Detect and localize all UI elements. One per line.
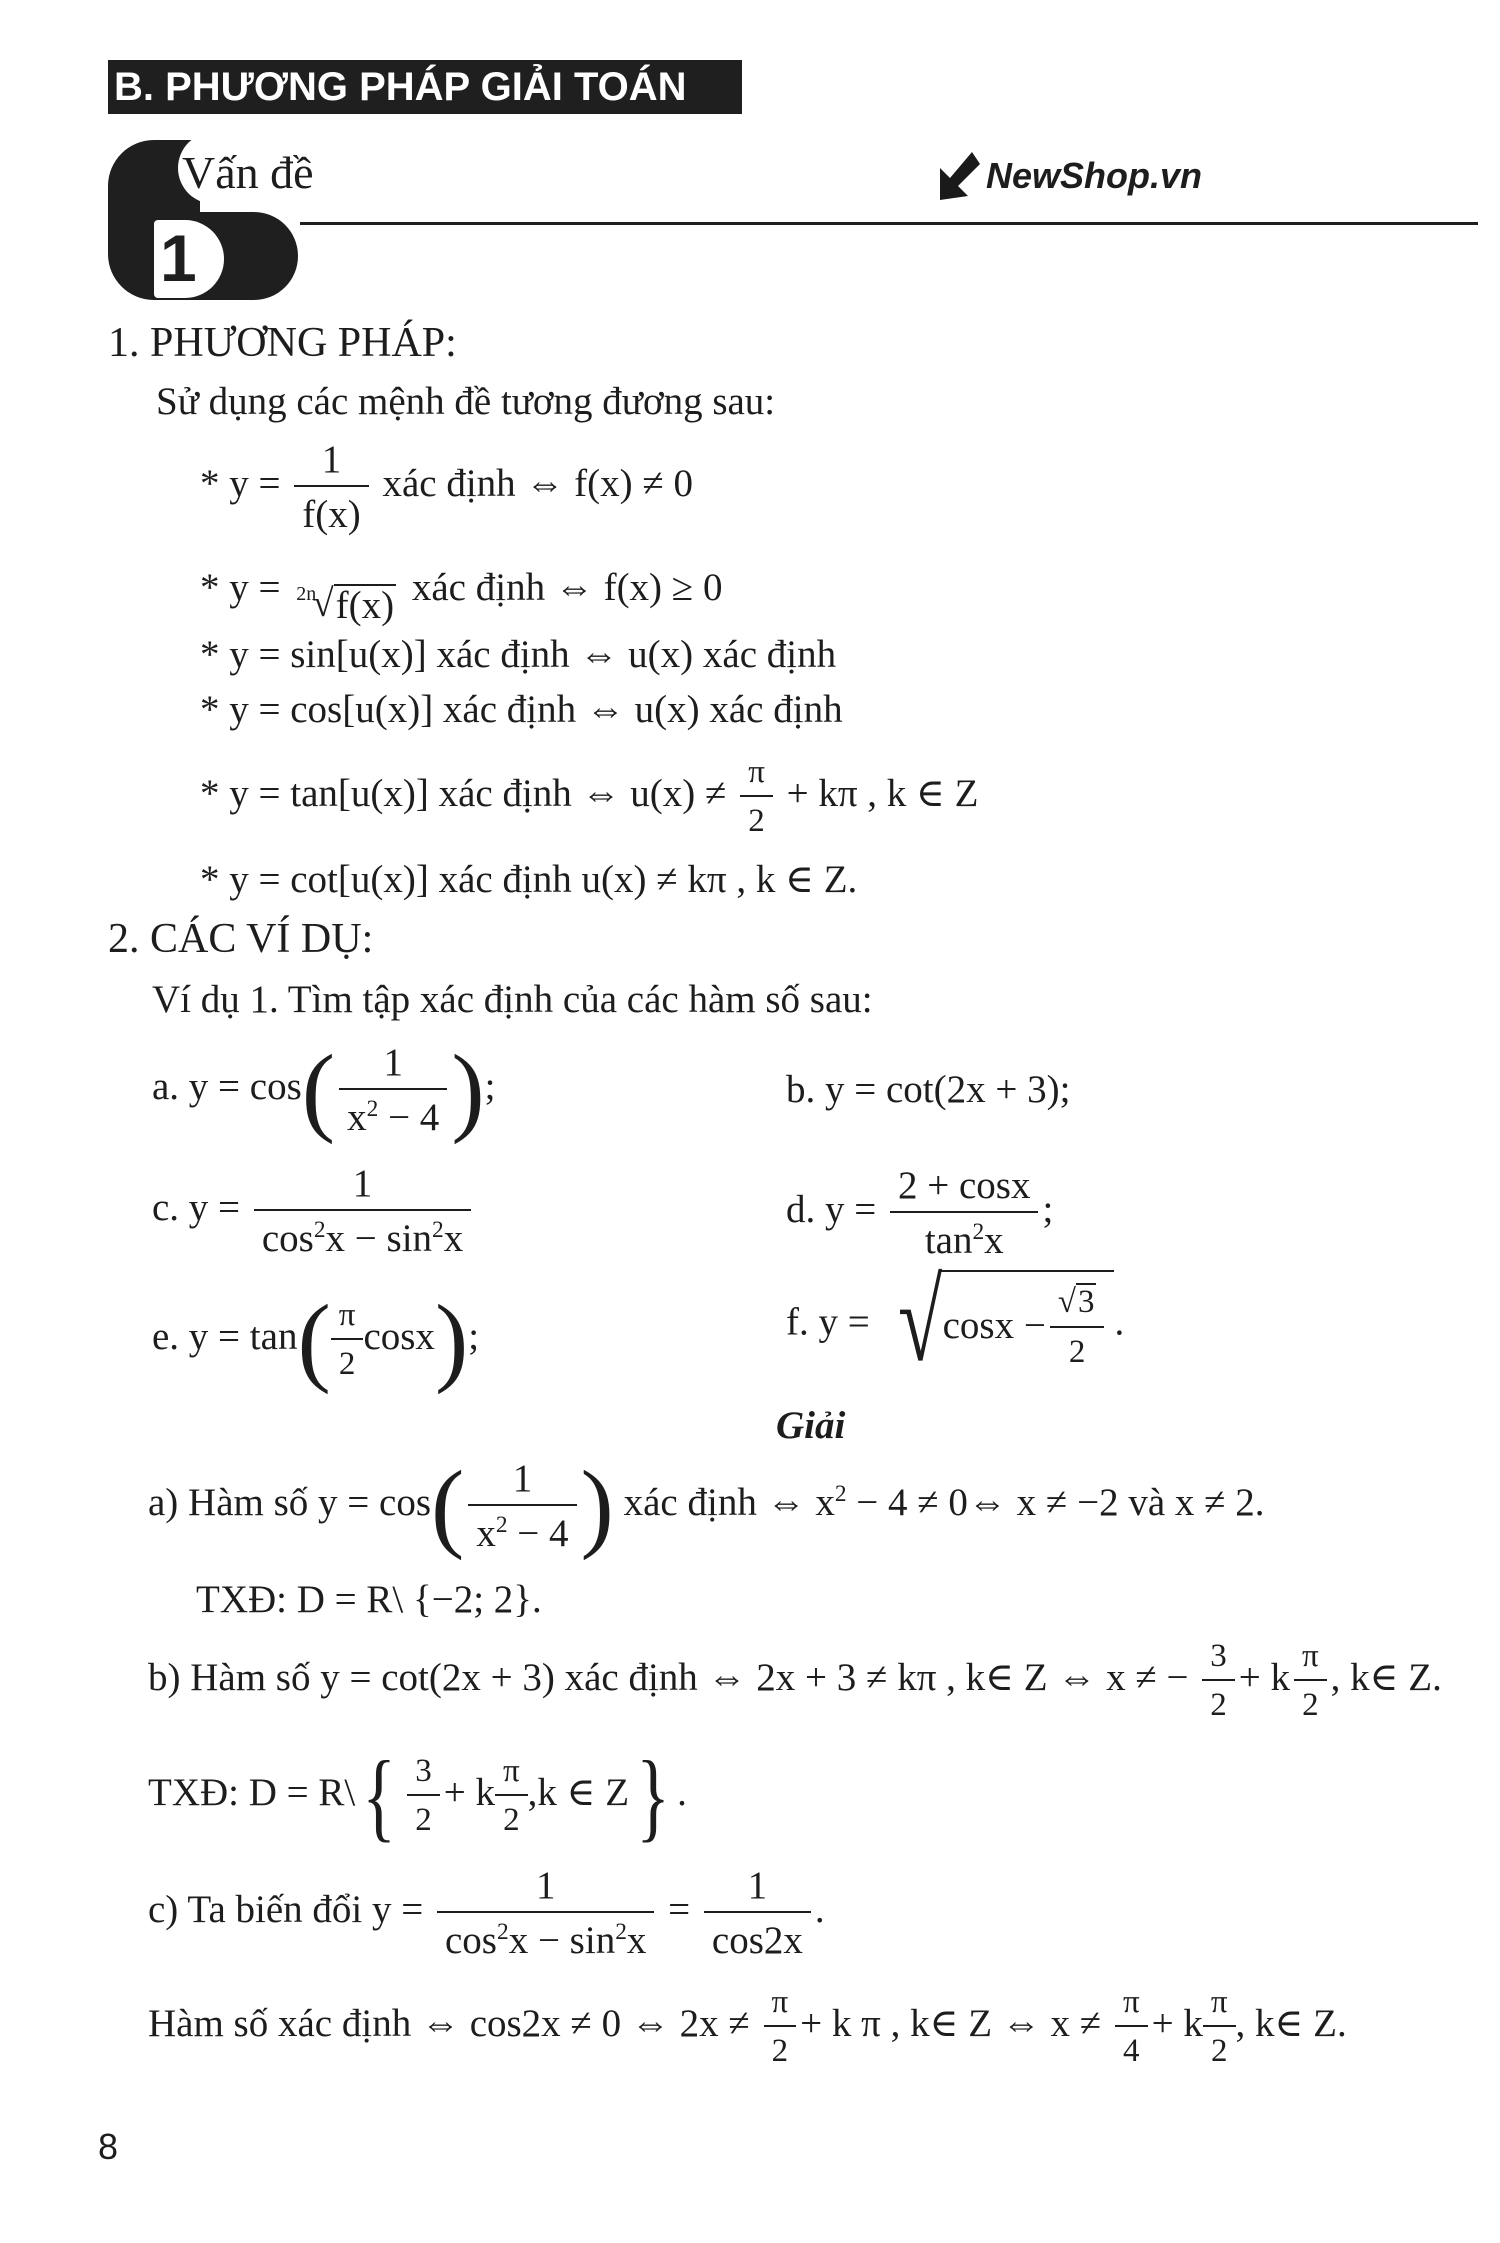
fraction-sqrt3-over-2 bbox=[1050, 1283, 1105, 1369]
example-d-lhs: d. y = bbox=[786, 1187, 877, 1231]
rule-tan bbox=[200, 756, 979, 838]
solution-a-domain: TXĐ: D = R\ {−2; 2}. bbox=[196, 1578, 542, 1621]
fraction-pi-over-2 bbox=[740, 756, 773, 838]
solution-b bbox=[148, 1640, 1442, 1722]
fraction-numerator: 1 bbox=[339, 1043, 447, 1090]
example-a-end: ; bbox=[484, 1064, 496, 1108]
solution-b-domain-plus-k: + k bbox=[443, 1770, 495, 1814]
fraction-denominator: f(x) bbox=[302, 493, 361, 536]
rule-tan-lhs: * y = tan[u(x)] xác định ⇔ u(x) ≠ bbox=[200, 771, 727, 815]
fraction-pi-over-2 bbox=[331, 1299, 364, 1381]
example-f bbox=[786, 1258, 1125, 1385]
solution-a-result: − 4 ≠ 0⇔ x ≠ −2 và x ≠ 2. bbox=[846, 1480, 1265, 1524]
fraction-3-over-2 bbox=[407, 1755, 440, 1837]
rule-cos: * y = cos[u(x)] xác định ⇔ u(x) xác định bbox=[200, 688, 843, 731]
rule-reciprocal-lhs: * y = bbox=[200, 461, 281, 505]
examples-intro: Ví dụ 1. Tìm tập xác định của các hàm số sau: bbox=[152, 978, 873, 1021]
rule-sin: * y = sin[u(x)] xác định ⇔ u(x) xác định bbox=[200, 633, 837, 676]
root-index: 2n bbox=[296, 583, 317, 605]
page-number: 8 bbox=[98, 2126, 119, 2167]
fraction-denominator: 2 bbox=[748, 803, 765, 839]
fraction-denominator: 2 bbox=[1068, 1333, 1086, 1370]
rule-even-root bbox=[200, 568, 722, 627]
fraction-1-over-x2-4 bbox=[468, 1459, 576, 1553]
solution-b-domain-end: . bbox=[677, 1770, 687, 1814]
brand-text: NewShop.vn bbox=[986, 155, 1203, 196]
rule-tan-condition: + kπ , k ∈ Z bbox=[786, 771, 979, 815]
paren-right: ) bbox=[434, 1284, 469, 1395]
fraction-denominator: $x^2 - 4$ bbox=[476, 1512, 569, 1555]
fraction-numerator: π bbox=[495, 1755, 528, 1796]
solution-c2-lhs: Hàm số xác định ⇔ cos2x ≠ 0 ⇔ 2x ≠ bbox=[148, 2001, 750, 2045]
fraction-denominator: 2 bbox=[415, 1802, 432, 1838]
paren-right: ) bbox=[451, 1034, 485, 1145]
fraction-pi-over-2 bbox=[495, 1755, 528, 1837]
solution-c2-plus-k: + k bbox=[1151, 2001, 1203, 2045]
solution-b-plus-k: + k bbox=[1238, 1655, 1290, 1699]
brace-right: } bbox=[636, 1740, 670, 1851]
rule-even-root-lhs: * y = bbox=[200, 566, 281, 609]
fraction-denominator: 2 bbox=[338, 1346, 356, 1382]
rule-reciprocal bbox=[200, 440, 693, 534]
fraction-denominator: 2 bbox=[1302, 1687, 1319, 1723]
example-c bbox=[152, 1164, 475, 1258]
solution-c bbox=[148, 1866, 825, 1960]
example-c-lhs: c. y = bbox=[152, 1185, 241, 1229]
fraction-3-over-2 bbox=[1202, 1640, 1235, 1722]
brand-logo bbox=[938, 148, 1202, 204]
fraction-denominator: cos2x bbox=[711, 1919, 803, 1962]
fraction-numerator: π bbox=[1115, 1986, 1148, 2027]
rule-cot: * y = cot[u(x)] xác định u(x) ≠ kπ , k ∈ Z. bbox=[200, 858, 858, 901]
example-e bbox=[152, 1284, 480, 1395]
paren-left: ( bbox=[297, 1284, 331, 1395]
fraction-numerator: π bbox=[1203, 1986, 1236, 2027]
fraction-numerator: 1 bbox=[704, 1866, 811, 1913]
fraction-numerator: 1 bbox=[437, 1866, 654, 1913]
fraction-denominator: 2 bbox=[1210, 2033, 1228, 2069]
topic-number-text: 1 bbox=[160, 221, 197, 295]
fraction-numerator: 1 bbox=[468, 1459, 576, 1506]
example-e-lhs: e. y = tan bbox=[152, 1314, 298, 1358]
fraction-denominator: 4 bbox=[1123, 2033, 1140, 2069]
example-d-end: ; bbox=[1042, 1187, 1054, 1231]
solution-a bbox=[148, 1450, 1265, 1561]
paren-right: ) bbox=[580, 1450, 614, 1561]
fraction-numerator: π bbox=[764, 1986, 797, 2027]
fraction-pi-over-2 bbox=[1294, 1640, 1327, 1722]
fraction-1-over-x2-4 bbox=[339, 1043, 447, 1137]
topic-label: Vấn đề bbox=[182, 147, 314, 198]
fraction-denominator: 2 bbox=[1210, 1687, 1227, 1723]
topic-badge bbox=[108, 132, 314, 302]
solution-a-lhs: a) Hàm số y = cos bbox=[148, 1480, 432, 1524]
fraction-pi-over-4 bbox=[1115, 1986, 1148, 2068]
rule-even-root-condition: xác định ⇔ f(x) ≥ 0 bbox=[411, 566, 723, 609]
solution-b-end: , k∈ Z. bbox=[1330, 1655, 1442, 1699]
section-banner: B. PHƯƠNG PHÁP GIẢI TOÁN bbox=[108, 60, 742, 114]
solution-a-exp: 2 bbox=[834, 1480, 847, 1507]
example-f-end: . bbox=[1114, 1300, 1125, 1344]
fraction-1-over-cos2-sin2 bbox=[254, 1164, 471, 1258]
root-radicand: f(x) bbox=[335, 584, 395, 627]
topic-rule bbox=[300, 222, 1478, 225]
solution-c-end: . bbox=[814, 1887, 825, 1931]
square-root bbox=[879, 1258, 1114, 1385]
fraction-numerator: 1 bbox=[254, 1164, 471, 1211]
solution-b-domain-k: ,k ∈ Z bbox=[527, 1770, 630, 1814]
equals-sign: = bbox=[668, 1887, 691, 1931]
solution-b-domain-lhs: TXĐ: D = R\ bbox=[148, 1770, 356, 1814]
fraction-numerator: π bbox=[740, 756, 773, 797]
root-body bbox=[939, 1270, 1115, 1374]
solution-c2-end: , k∈ Z. bbox=[1235, 2001, 1347, 2045]
fraction-2cosx-over-tan2x bbox=[890, 1166, 1038, 1260]
fraction-denominator: $x^2 - 4$ bbox=[347, 1096, 440, 1139]
fraction-numerator: √3 bbox=[1050, 1283, 1105, 1328]
example-e-cosx: cosx bbox=[363, 1314, 435, 1358]
method-intro: Sử dụng các mệnh đề tương đương sau: bbox=[156, 380, 776, 423]
example-e-end: ; bbox=[468, 1314, 480, 1358]
fraction-numerator: 3 bbox=[1202, 1640, 1235, 1681]
fraction-numerator: 3 bbox=[407, 1755, 440, 1796]
solution-b-domain bbox=[148, 1740, 687, 1851]
fraction-1-over-fx bbox=[294, 440, 368, 534]
solution-c2-mid: + k π , k∈ Z ⇔ x ≠ bbox=[800, 2001, 1102, 2045]
fraction-denominator: $\cos^2x - \sin^2x$ bbox=[444, 1919, 647, 1962]
solution-c-lhs: c) Ta biến đổi y = bbox=[148, 1887, 424, 1931]
fraction-pi-over-2 bbox=[764, 1986, 797, 2068]
paren-left: ( bbox=[431, 1450, 465, 1561]
solution-heading: Giải bbox=[776, 1404, 846, 1447]
fraction-denominator: $\tan^2x$ bbox=[924, 1219, 1004, 1262]
solution-a-cond: xác định ⇔ x bbox=[623, 1480, 835, 1524]
brace-left: { bbox=[362, 1740, 397, 1851]
rule-reciprocal-condition: xác định ⇔ f(x) ≠ 0 bbox=[382, 461, 694, 505]
fraction-denominator: 2 bbox=[771, 2033, 789, 2069]
fraction-pi-over-2 bbox=[1203, 1986, 1236, 2068]
fraction-denominator: 2 bbox=[503, 1802, 520, 1838]
example-a-lhs: a. y = cos bbox=[152, 1064, 302, 1108]
fraction-numerator: π bbox=[331, 1299, 364, 1340]
arrow-icon bbox=[938, 150, 982, 202]
example-b: b. y = cot(2x + 3); bbox=[786, 1068, 1071, 1111]
examples-heading: 2. CÁC VÍ DỤ: bbox=[108, 916, 374, 962]
fraction-numerator: π bbox=[1294, 1640, 1327, 1681]
fraction-numerator: 2 + cosx bbox=[890, 1166, 1038, 1213]
radical-icon: √ bbox=[898, 1258, 943, 1385]
fraction-1-over-cos2-sin2 bbox=[437, 1866, 654, 1960]
paren-left: ( bbox=[301, 1034, 336, 1145]
method-heading: 1. PHƯƠNG PHÁP: bbox=[108, 320, 457, 366]
radical-icon: √ bbox=[312, 582, 334, 625]
fraction-numerator: 1 bbox=[294, 440, 368, 487]
fraction-1-over-cos2x bbox=[704, 1866, 811, 1960]
solution-c-condition bbox=[148, 1986, 1347, 2068]
even-root bbox=[296, 584, 396, 627]
root-body-text: cosx − bbox=[942, 1304, 1046, 1348]
fraction-denominator: $\cos^2x - \sin^2x$ bbox=[261, 1217, 464, 1260]
solution-b-lhs: b) Hàm số y = cot(2x + 3) xác định ⇔ 2x + 3 ≠ kπ , k∈ Z ⇔ x ≠ − bbox=[148, 1655, 1189, 1699]
example-d bbox=[786, 1166, 1053, 1260]
example-f-lhs: f. y = bbox=[786, 1300, 870, 1344]
example-a bbox=[152, 1034, 496, 1145]
